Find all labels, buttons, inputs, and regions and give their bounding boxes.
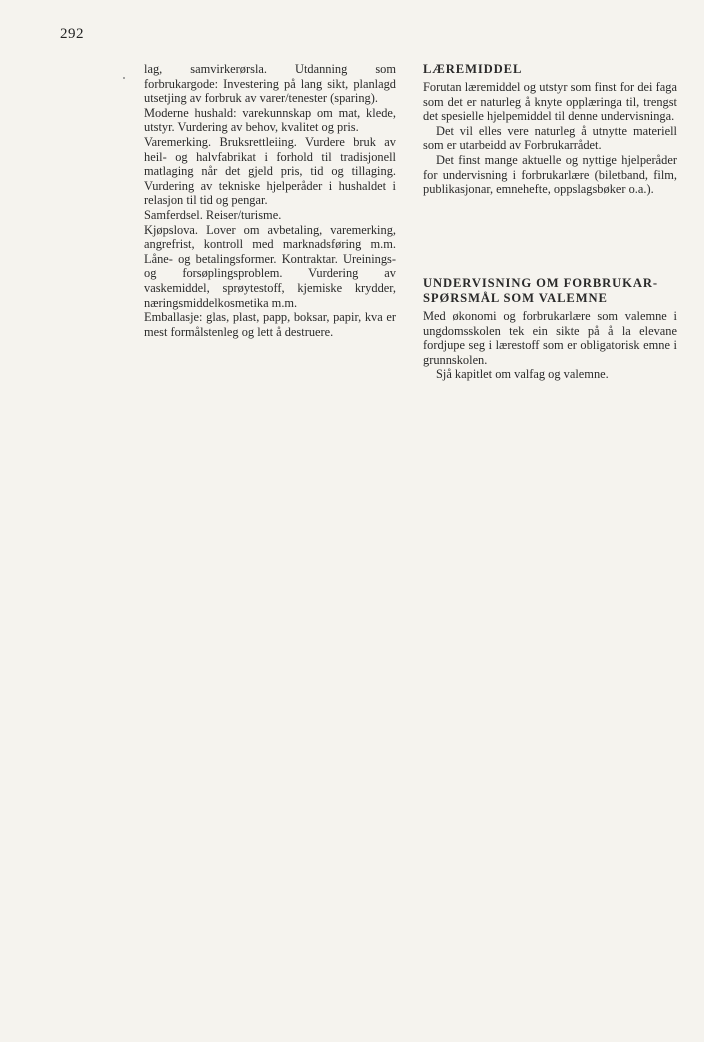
section-heading-valemne-line-2: SPØRSMÅL SOM VALEMNE: [423, 291, 608, 305]
laeremiddel-paragraph-3: Det finst mange aktuelle og nyttige hjelperåder for undervisning i forbrukarlære (biletband, film, publikasjonar, emnehefte, oppslagsbøker o.a.).: [423, 152, 677, 197]
left-paragraph-5: Kjøpslova. Lover om avbetaling, varemerking, angrefrist, kontroll med marknadsføring m.m. Låne- og betalingsformer. Kontraktar. Ureinings- og forsøplingsproblem. Vurdering av vaskemiddel, sprøytestoff, kjemiske krydder, næringsmiddelkosmetika m.m.: [144, 222, 396, 310]
valemne-paragraph-2: Sjå kapitlet om valfag og valemne.: [436, 367, 609, 382]
left-paragraph-1: lag, samvirkerørsla. Utdanning som forbrukargode: Investering på lang sikt, planlagd utsetjing av forbruk av varer/tenester (sparing).: [144, 62, 396, 106]
valemne-paragraph-1: Med økonomi og forbrukarlære som valemne i ungdomsskolen tek ein sikte på å la elevane fordjupe seg i lærestoff som er obligatorisk emne i grunnskolen.: [423, 309, 677, 367]
right-column-section-laeremiddel: [423, 62, 677, 197]
print-speck: [123, 77, 125, 79]
section-heading-laeremiddel: LÆREMIDDEL: [423, 62, 523, 76]
left-column: [144, 62, 396, 339]
laeremiddel-paragraph-1: Forutan læremiddel og utstyr som finst for dei faga som det er naturleg å knyte opplæringa til, trengst det spesielle hjelpemiddel til denne undervisninga.: [423, 80, 677, 124]
left-paragraph-4: Samferdsel. Reiser/turisme.: [144, 207, 282, 222]
section-heading-valemne: [423, 276, 677, 306]
right-column-section-valemne: [423, 276, 677, 382]
left-paragraph-2: Moderne hushald: varekunnskap om mat, klede, utstyr. Vurdering av behov, kvalitet og pris.: [144, 105, 396, 135]
page-number: 292: [60, 26, 84, 42]
left-paragraph-6: Emballasje: glas, plast, papp, boksar, papir, kva er mest formålstenleg og lett å destruere.: [144, 310, 396, 339]
left-paragraph-3: Varemerking. Bruksrettleiing. Vurdere bruk av heil- og halvfabrikat i forhold til tradisjonell matlaging når det gjeld pris, tid og tillaging. Vurdering av tekniske hjelperåder i hushaldet i relasjon til tid og pengar.: [144, 134, 396, 208]
section-heading-valemne-line-1: UNDERVISNING OM FORBRUKAR-: [423, 276, 658, 290]
laeremiddel-paragraph-2: Det vil elles vere naturleg å utnytte materiell som er utarbeidd av Forbrukarrådet.: [423, 123, 677, 153]
